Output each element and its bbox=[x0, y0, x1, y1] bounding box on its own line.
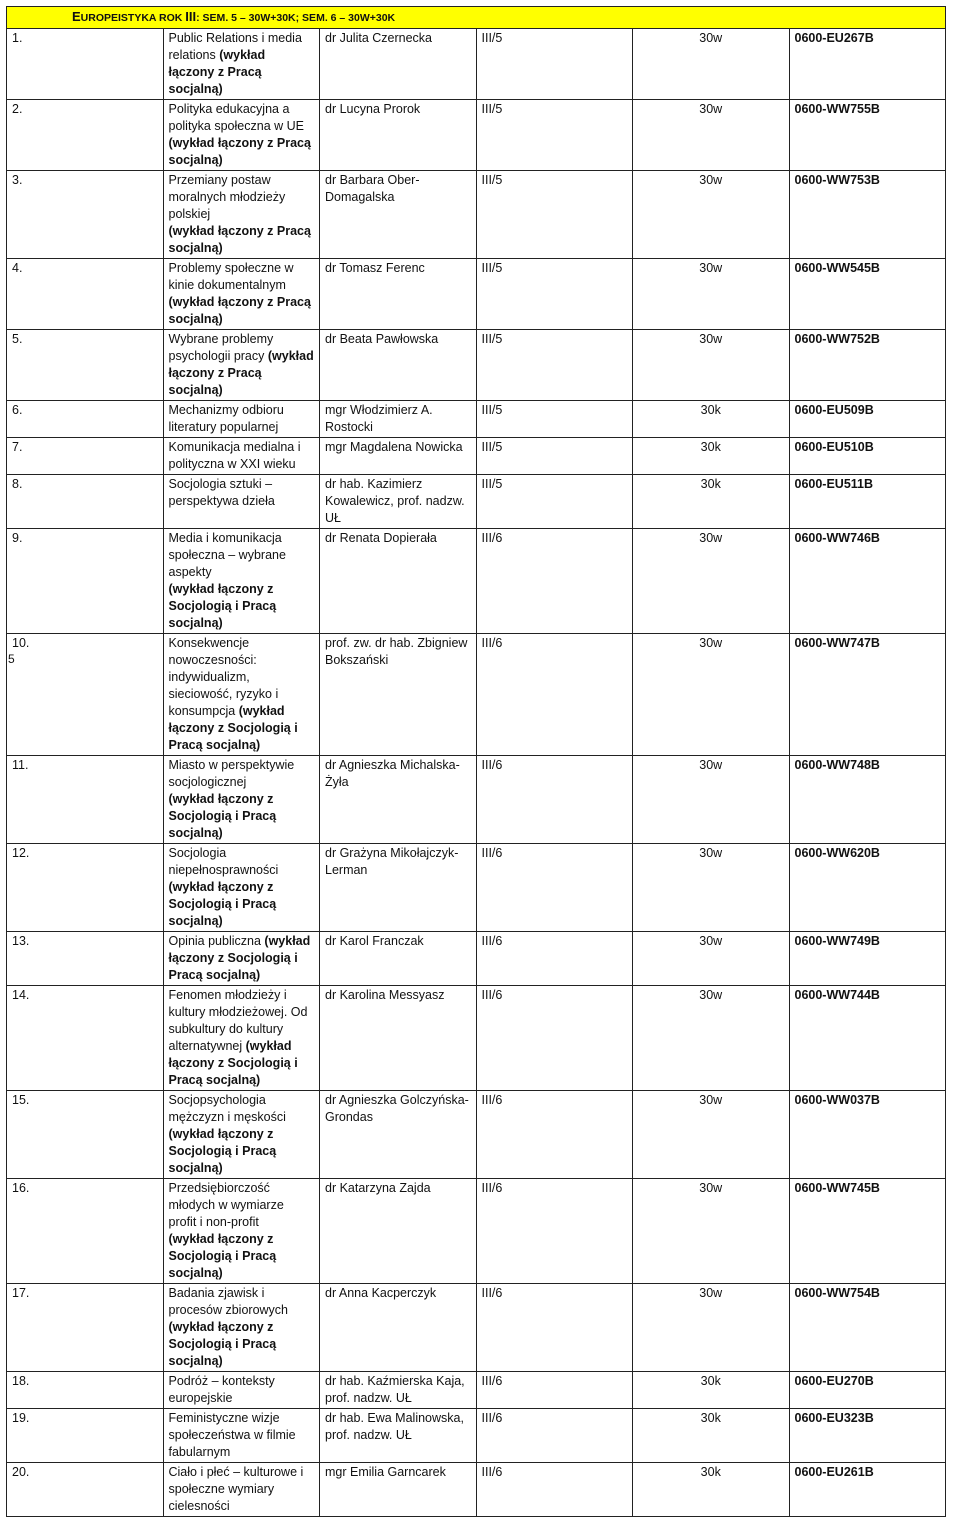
course-joint-note: (wykład łączony z Socjologią i Pracą socjalną) bbox=[168, 792, 277, 840]
row-number: 17. bbox=[7, 1284, 164, 1372]
title-year: III bbox=[185, 9, 197, 24]
hours: 30w bbox=[633, 1091, 790, 1179]
table-row bbox=[7, 438, 946, 475]
table-row bbox=[7, 100, 946, 171]
course-title bbox=[163, 259, 320, 330]
table-row bbox=[7, 756, 946, 844]
year-semester: III/6 bbox=[476, 529, 633, 634]
course-title bbox=[163, 1372, 320, 1409]
course-title bbox=[163, 29, 320, 100]
course-code: 0600-EU511B bbox=[789, 475, 946, 529]
course-joint-note: (wykład łączony z Pracą socjalną) bbox=[168, 136, 311, 167]
course-code: 0600-WW037B bbox=[789, 1091, 946, 1179]
year-semester: III/6 bbox=[476, 986, 633, 1091]
hours: 30w bbox=[633, 259, 790, 330]
teacher-name: dr Karolina Messyasz bbox=[320, 986, 477, 1091]
hours: 30k bbox=[633, 401, 790, 438]
hours: 30k bbox=[633, 1372, 790, 1409]
courses-table bbox=[6, 6, 946, 1517]
teacher-name: dr Renata Dopierała bbox=[320, 529, 477, 634]
year-semester: III/5 bbox=[476, 438, 633, 475]
hours: 30w bbox=[633, 1179, 790, 1284]
course-joint-note: (wykład łączony z Socjologią i Pracą socjalną) bbox=[168, 1127, 277, 1175]
teacher-name: dr Anna Kacperczyk bbox=[320, 1284, 477, 1372]
course-name: Opinia publiczna bbox=[168, 934, 265, 948]
table-row bbox=[7, 1372, 946, 1409]
year-semester: III/5 bbox=[476, 171, 633, 259]
teacher-name: prof. zw. dr hab. Zbigniew Bokszański bbox=[320, 634, 477, 756]
row-number: 15. bbox=[7, 1091, 164, 1179]
title-rest: UROPEISTYKA ROK bbox=[80, 12, 186, 24]
row-number: 13. bbox=[7, 932, 164, 986]
table-row bbox=[7, 29, 946, 100]
table-row bbox=[7, 171, 946, 259]
row-number: 1. bbox=[7, 29, 164, 100]
teacher-name: dr Agnieszka Michalska-Żyła bbox=[320, 756, 477, 844]
course-name: Komunikacja medialna i polityczna w XXI wieku bbox=[168, 440, 301, 471]
course-title bbox=[163, 1409, 320, 1463]
title-colon-sem: : SEM bbox=[196, 12, 226, 24]
title-sem6: . 6 – 30W+30K bbox=[324, 12, 396, 24]
course-title bbox=[163, 330, 320, 401]
course-name: Problemy społeczne w kinie dokumentalnym bbox=[168, 261, 294, 292]
table-row bbox=[7, 1091, 946, 1179]
teacher-name: dr Agnieszka Golczyńska-Grondas bbox=[320, 1091, 477, 1179]
course-title bbox=[163, 529, 320, 634]
course-code: 0600-WW745B bbox=[789, 1179, 946, 1284]
year-semester: III/5 bbox=[476, 29, 633, 100]
course-title bbox=[163, 1284, 320, 1372]
course-name: Ciało i płeć – kulturowe i społeczne wymiary cielesności bbox=[168, 1465, 304, 1513]
course-title bbox=[163, 756, 320, 844]
row-number: 19. bbox=[7, 1409, 164, 1463]
year-semester: III/6 bbox=[476, 1091, 633, 1179]
hours: 30w bbox=[633, 171, 790, 259]
course-code: 0600-WW747B bbox=[789, 634, 946, 756]
course-name: Podróż – konteksty europejskie bbox=[168, 1374, 275, 1405]
course-joint-note: (wykład łączony z Pracą socjalną) bbox=[168, 295, 311, 326]
year-semester: III/6 bbox=[476, 1179, 633, 1284]
page-number: 5 bbox=[8, 652, 15, 666]
course-title bbox=[163, 1091, 320, 1179]
course-title bbox=[163, 401, 320, 438]
year-semester: III/5 bbox=[476, 330, 633, 401]
course-title bbox=[163, 1463, 320, 1517]
course-name: Przemiany postaw moralnych młodzieży polskiej bbox=[168, 173, 286, 221]
row-number: 14. bbox=[7, 986, 164, 1091]
course-code: 0600-WW746B bbox=[789, 529, 946, 634]
teacher-name: dr Tomasz Ferenc bbox=[320, 259, 477, 330]
teacher-name: mgr Emilia Garncarek bbox=[320, 1463, 477, 1517]
course-name: Mechanizmy odbioru literatury popularnej bbox=[168, 403, 284, 434]
course-name: Polityka edukacyjna a polityka społeczna w UE bbox=[168, 102, 304, 133]
table-row bbox=[7, 844, 946, 932]
hours: 30w bbox=[633, 634, 790, 756]
course-name: Miasto w perspektywie socjologicznej bbox=[168, 758, 295, 789]
year-semester: III/6 bbox=[476, 844, 633, 932]
course-title bbox=[163, 438, 320, 475]
course-title bbox=[163, 1179, 320, 1284]
course-code: 0600-WW545B bbox=[789, 259, 946, 330]
course-name: Konsekwencje nowoczesności: indywidualizm, sieciowość, ryzyko i konsumpcja bbox=[168, 636, 279, 718]
teacher-name: dr Grażyna Mikołajczyk-Lerman bbox=[320, 844, 477, 932]
table-row bbox=[7, 1409, 946, 1463]
table-row bbox=[7, 475, 946, 529]
table-row bbox=[7, 634, 946, 756]
hours: 30w bbox=[633, 844, 790, 932]
hours: 30w bbox=[633, 756, 790, 844]
course-name: Feministyczne wizje społeczeństwa w filmie fabularnym bbox=[168, 1411, 296, 1459]
teacher-name: dr Barbara Ober-Domagalska bbox=[320, 171, 477, 259]
hours: 30w bbox=[633, 986, 790, 1091]
course-code: 0600-EU510B bbox=[789, 438, 946, 475]
teacher-name: dr Julita Czernecka bbox=[320, 29, 477, 100]
year-semester: III/5 bbox=[476, 100, 633, 171]
course-code: 0600-EU323B bbox=[789, 1409, 946, 1463]
course-title bbox=[163, 986, 320, 1091]
course-code: 0600-WW752B bbox=[789, 330, 946, 401]
hours: 30w bbox=[633, 1284, 790, 1372]
row-number: 18. bbox=[7, 1372, 164, 1409]
course-code: 0600-EU261B bbox=[789, 1463, 946, 1517]
year-semester: III/6 bbox=[476, 1284, 633, 1372]
course-code: 0600-WW744B bbox=[789, 986, 946, 1091]
teacher-name: dr Beata Pawłowska bbox=[320, 330, 477, 401]
teacher-name: mgr Włodzimierz A. Rostocki bbox=[320, 401, 477, 438]
row-number: 11. bbox=[7, 756, 164, 844]
table-row bbox=[7, 986, 946, 1091]
course-code: 0600-WW755B bbox=[789, 100, 946, 171]
teacher-name: dr hab. Kazimierz Kowalewicz, prof. nadzw. UŁ bbox=[320, 475, 477, 529]
teacher-name: dr Katarzyna Zajda bbox=[320, 1179, 477, 1284]
year-semester: III/5 bbox=[476, 401, 633, 438]
course-joint-note: (wykład łączony z Socjologią i Pracą socjalną) bbox=[168, 1039, 298, 1087]
course-name: Badania zjawisk i procesów zbiorowych bbox=[168, 1286, 288, 1317]
year-semester: III/6 bbox=[476, 1409, 633, 1463]
course-title bbox=[163, 844, 320, 932]
row-number: 9. bbox=[7, 529, 164, 634]
row-number: 20. bbox=[7, 1463, 164, 1517]
teacher-name: dr Karol Franczak bbox=[320, 932, 477, 986]
row-number: 12. bbox=[7, 844, 164, 932]
table-row bbox=[7, 529, 946, 634]
course-joint-note: (wykład łączony z Socjologią i Pracą socjalną) bbox=[168, 1232, 277, 1280]
course-code: 0600-EU267B bbox=[789, 29, 946, 100]
row-number: 2. bbox=[7, 100, 164, 171]
row-number: 6. bbox=[7, 401, 164, 438]
course-name: Fenomen młodzieży i kultury młodzieżowej. Od subkultury do kultury alternatywnej bbox=[168, 988, 308, 1053]
course-title bbox=[163, 932, 320, 986]
course-code: 0600-WW748B bbox=[789, 756, 946, 844]
course-code: 0600-EU270B bbox=[789, 1372, 946, 1409]
course-joint-note: (wykład łączony z Pracą socjalną) bbox=[168, 48, 266, 96]
row-number: 10. bbox=[7, 634, 164, 756]
row-number: 3. bbox=[7, 171, 164, 259]
year-semester: III/5 bbox=[476, 475, 633, 529]
row-number: 8. bbox=[7, 475, 164, 529]
hours: 30k bbox=[633, 1409, 790, 1463]
year-semester: III/6 bbox=[476, 756, 633, 844]
row-number: 16. bbox=[7, 1179, 164, 1284]
table-row bbox=[7, 1284, 946, 1372]
course-title bbox=[163, 634, 320, 756]
year-semester: III/6 bbox=[476, 932, 633, 986]
table-row bbox=[7, 932, 946, 986]
hours: 30w bbox=[633, 100, 790, 171]
course-name: Socjologia niepełnosprawności bbox=[168, 846, 279, 877]
course-joint-note: (wykład łączony z Socjologią i Pracą socjalną) bbox=[168, 582, 277, 630]
hours: 30w bbox=[633, 932, 790, 986]
course-joint-note: (wykład łączony z Pracą socjalną) bbox=[168, 349, 314, 397]
year-semester: III/6 bbox=[476, 1463, 633, 1517]
table-row bbox=[7, 1179, 946, 1284]
teacher-name: dr hab. Ewa Malinowska, prof. nadzw. UŁ bbox=[320, 1409, 477, 1463]
teacher-name: dr Lucyna Prorok bbox=[320, 100, 477, 171]
hours: 30k bbox=[633, 475, 790, 529]
year-semester: III/5 bbox=[476, 259, 633, 330]
row-number: 5. bbox=[7, 330, 164, 401]
table-row bbox=[7, 330, 946, 401]
course-name: Przedsiębiorczość młodych w wymiarze profit i non-profit bbox=[168, 1181, 284, 1229]
table-row bbox=[7, 401, 946, 438]
teacher-name: mgr Magdalena Nowicka bbox=[320, 438, 477, 475]
row-number: 7. bbox=[7, 438, 164, 475]
course-joint-note: (wykład łączony z Socjologią i Pracą socjalną) bbox=[168, 880, 277, 928]
course-title bbox=[163, 475, 320, 529]
hours: 30k bbox=[633, 438, 790, 475]
course-code: 0600-WW620B bbox=[789, 844, 946, 932]
course-title bbox=[163, 100, 320, 171]
course-joint-note: (wykład łączony z Socjologią i Pracą socjalną) bbox=[168, 934, 311, 982]
course-name: Wybrane problemy psychologii pracy bbox=[168, 332, 274, 363]
course-code: 0600-WW754B bbox=[789, 1284, 946, 1372]
hours: 30w bbox=[633, 529, 790, 634]
row-number: 4. bbox=[7, 259, 164, 330]
title-sem5: . 5 – 30W+30K; SEM bbox=[225, 12, 325, 24]
title-cap-e: E bbox=[72, 9, 81, 24]
hours: 30w bbox=[633, 330, 790, 401]
course-code: 0600-EU509B bbox=[789, 401, 946, 438]
teacher-name: dr hab. Kaźmierska Kaja, prof. nadzw. UŁ bbox=[320, 1372, 477, 1409]
course-code: 0600-WW753B bbox=[789, 171, 946, 259]
course-name: Public Relations i media relations bbox=[168, 31, 302, 62]
table-row bbox=[7, 259, 946, 330]
hours: 30k bbox=[633, 1463, 790, 1517]
year-semester: III/6 bbox=[476, 634, 633, 756]
course-title bbox=[163, 171, 320, 259]
table-title bbox=[7, 7, 946, 29]
year-semester: III/6 bbox=[476, 1372, 633, 1409]
course-joint-note: (wykład łączony z Socjologią i Pracą socjalną) bbox=[168, 704, 298, 752]
table-row bbox=[7, 1463, 946, 1517]
course-name: Socjologia sztuki – perspektywa dzieła bbox=[168, 477, 275, 508]
course-name: Media i komunikacja społeczna – wybrane aspekty bbox=[168, 531, 286, 579]
course-name: Socjopsychologia mężczyzn i męskości bbox=[168, 1093, 286, 1124]
course-joint-note: (wykład łączony z Socjologią i Pracą socjalną) bbox=[168, 1320, 277, 1368]
course-joint-note: (wykład łączony z Pracą socjalną) bbox=[168, 224, 311, 255]
table-header-row bbox=[7, 7, 946, 29]
course-code: 0600-WW749B bbox=[789, 932, 946, 986]
hours: 30w bbox=[633, 29, 790, 100]
table-body bbox=[7, 7, 946, 1517]
